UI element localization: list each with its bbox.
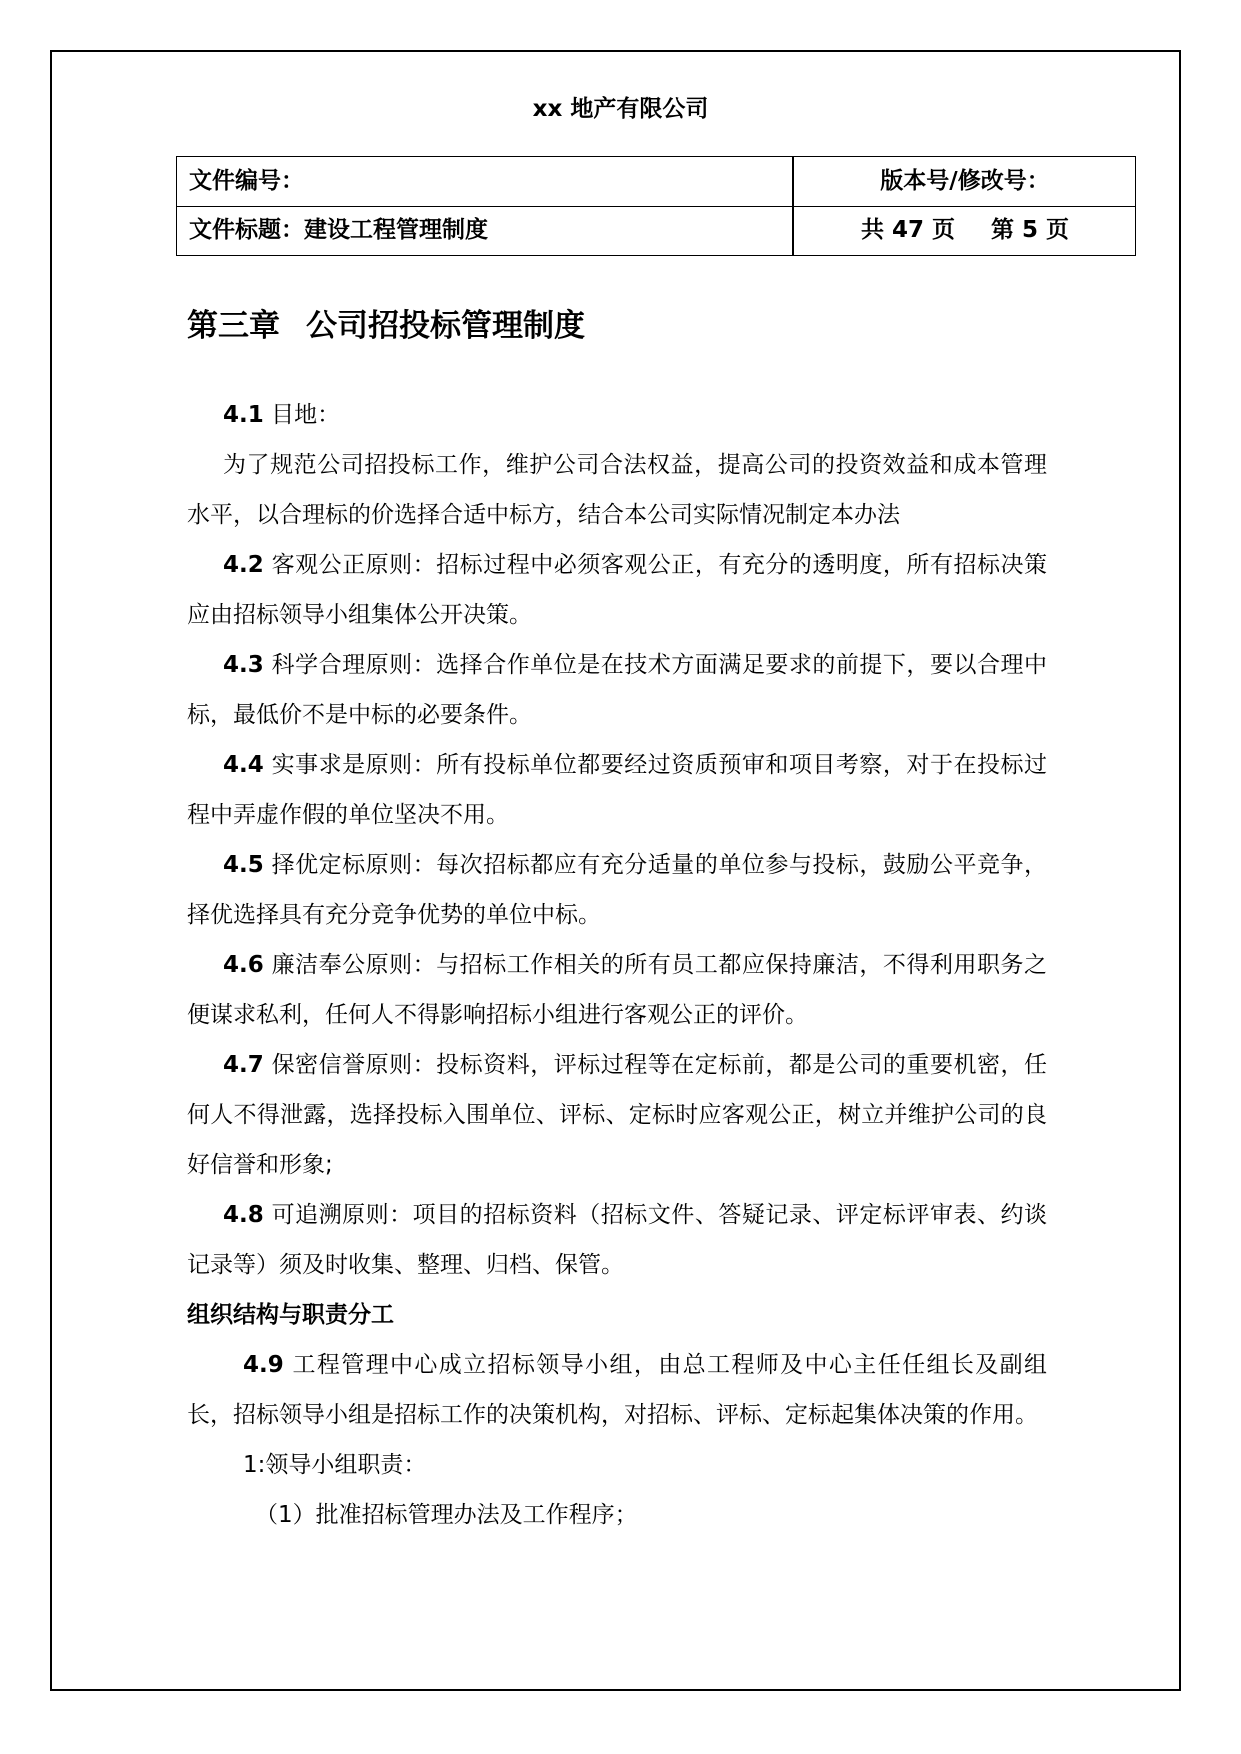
- section-4-9: 4.9 工程管理中心成立招标领导小组，由总工程师及中心主任任组长及副组长，招标领导小组是招标工作的决策机构，对招标、评标、定标起集体决策的作用。: [187, 1352, 1048, 1428]
- pages-total: 共 47 页: [860, 217, 955, 243]
- page-count: [793, 206, 1137, 255]
- pages-current: 第 5 页: [991, 217, 1070, 243]
- header-row-1: [177, 157, 1135, 207]
- section-4-6: 4.6 廉洁奉公原则：与招标工作相关的所有员工都应保持廉洁，不得利用职务之便谋求私利，任何人不得影响招标小组进行客观公正的评价。: [187, 952, 1048, 1028]
- duty-heading: 1:领导小组职责：: [243, 1452, 427, 1478]
- section-4-3: 4.3 科学合理原则：选择合作单位是在技术方面满足要求的前提下，要以合理中标，最低价不是中标的必要条件。: [187, 652, 1048, 728]
- file-title-label: 文件标题：建设工程管理制度: [189, 217, 488, 243]
- document-header-table: [176, 156, 1136, 256]
- section-4-7: 4.7 保密信誉原则：投标资料，评标过程等在定标前，都是公司的重要机密，任何人不得泄露，选择投标入围单位、评标、定标时应客观公正，树立并维护公司的良好信誉和形象;: [187, 1052, 1048, 1178]
- document-body: [187, 390, 1047, 1540]
- duty-item-1: （1）批准招标管理办法及工作程序；: [255, 1502, 638, 1528]
- chapter-name: 公司招投标管理制度: [306, 308, 585, 344]
- section-4-4: 4.4 实事求是原则：所有投标单位都要经过资质预审和项目考察，对于在投标过程中弄虚作假的单位坚决不用。: [187, 752, 1048, 828]
- file-number-label: 文件编号：: [189, 168, 304, 194]
- section-4-5: 4.5 择优定标原则：每次招标都应有充分适量的单位参与投标，鼓励公平竞争，择优选择具有充分竞争优势的单位中标。: [187, 852, 1048, 928]
- section-4-2: 4.2 客观公正原则：招标过程中必须客观公正，有充分的透明度，所有招标决策应由招标领导小组集体公开决策。: [187, 552, 1048, 628]
- org-structure-heading: 组织结构与职责分工: [187, 1302, 394, 1328]
- section-4-1-body: 为了规范公司招投标工作，维护公司合法权益，提高公司的投资效益和成本管理水平，以合理标的价选择合适中标方，结合本公司实际情况制定本办法: [187, 452, 1047, 528]
- header-row-2: [177, 206, 1135, 255]
- company-name: xx 地产有限公司: [532, 96, 709, 122]
- section-4-1: 4.1 目地：: [223, 402, 341, 428]
- section-4-8: 4.8 可追溯原则：项目的招标资料（招标文件、答疑记录、评定标评审表、约谈记录等）须及时收集、整理、归档、保管。: [187, 1202, 1048, 1278]
- chapter-number: 第三章: [187, 308, 280, 344]
- version-label: 版本号/修改号：: [880, 168, 1050, 194]
- chapter-title: [187, 300, 585, 345]
